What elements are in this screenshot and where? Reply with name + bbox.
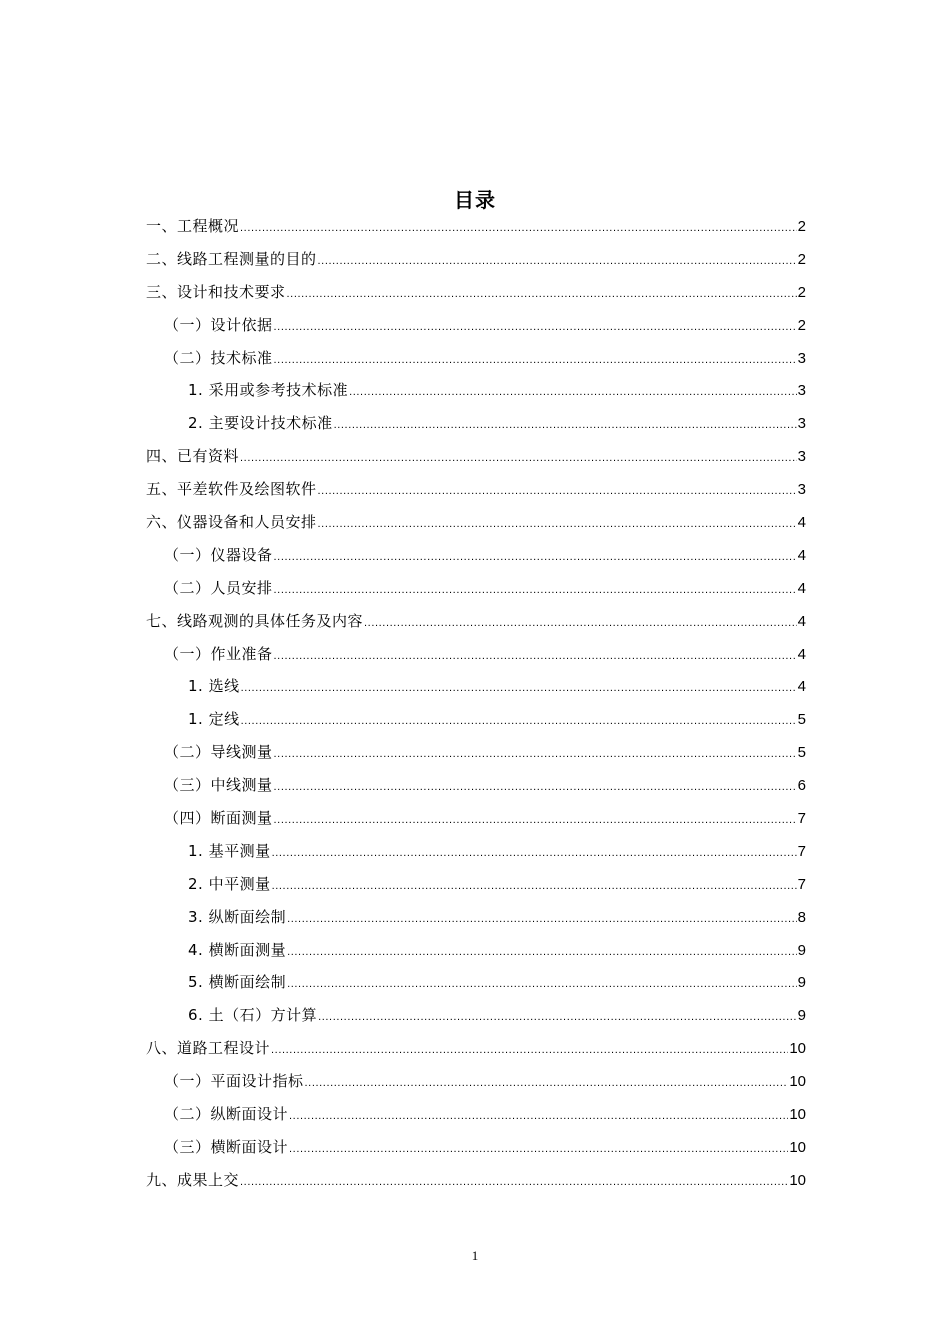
toc-entry[interactable] xyxy=(146,769,806,802)
toc-dot-leader xyxy=(240,1172,788,1192)
toc-entry[interactable] xyxy=(146,670,806,703)
toc-entry-label: （二）纵断面设计 xyxy=(164,1105,289,1124)
toc-dot-leader xyxy=(287,284,797,304)
toc-entry-page-number: 7 xyxy=(797,842,806,860)
toc-entry[interactable] xyxy=(146,276,806,309)
toc-entry-label: 三、设计和技术要求 xyxy=(146,282,286,301)
toc-entry-label: 2. 主要设计技术标准 xyxy=(188,414,333,433)
toc-entry[interactable] xyxy=(146,966,806,999)
toc-entry[interactable] xyxy=(146,506,806,539)
toc-dot-leader xyxy=(334,415,797,435)
toc-entry[interactable] xyxy=(146,210,806,243)
toc-entry-page-number: 4 xyxy=(797,612,806,630)
toc-entry[interactable] xyxy=(146,605,806,638)
toc-entry-label: 5. 横断面绘制 xyxy=(188,973,287,992)
toc-entry[interactable] xyxy=(146,736,806,769)
toc-entry-page-number: 3 xyxy=(797,448,806,466)
toc-entry-label: 4. 横断面测量 xyxy=(188,940,287,959)
toc-dot-leader xyxy=(274,777,797,797)
toc-list xyxy=(146,210,806,1197)
toc-entry-page-number: 2 xyxy=(797,218,806,235)
toc-entry-page-number: 10 xyxy=(789,1138,806,1156)
toc-entry-page-number: 3 xyxy=(797,349,806,367)
toc-dot-leader xyxy=(274,810,797,830)
toc-dot-leader xyxy=(272,876,797,896)
toc-entry-page-number: 7 xyxy=(797,810,806,828)
toc-entry-page-number: 9 xyxy=(797,974,806,992)
toc-entry[interactable] xyxy=(146,901,806,934)
toc-entry-page-number: 9 xyxy=(797,941,806,959)
footer-page-number: 1 xyxy=(471,1248,479,1263)
toc-dot-leader xyxy=(274,744,797,764)
toc-entry-page-number: 5 xyxy=(797,711,806,729)
toc-entry-label: 五、平差软件及绘图软件 xyxy=(146,480,317,499)
toc-entry-page-number: 2 xyxy=(797,250,806,268)
toc-dot-leader xyxy=(241,711,797,731)
toc-entry-page-number: 7 xyxy=(797,875,806,893)
toc-entry-label: 1. 选线 xyxy=(188,677,240,696)
toc-entry[interactable] xyxy=(146,407,806,440)
toc-dot-leader xyxy=(349,382,797,402)
toc-entry-page-number: 6 xyxy=(797,777,806,795)
toc-entry[interactable] xyxy=(146,1098,806,1131)
toc-dot-leader xyxy=(274,350,797,370)
toc-dot-leader xyxy=(318,481,797,501)
toc-dot-leader xyxy=(305,1073,789,1093)
toc-entry-label: 一、工程概况 xyxy=(146,217,240,235)
toc-dot-leader xyxy=(364,613,797,633)
toc-entry[interactable] xyxy=(146,638,806,671)
toc-entry-label: 1. 基平测量 xyxy=(188,841,271,860)
toc-dot-leader xyxy=(271,1040,788,1060)
toc-entry[interactable] xyxy=(146,572,806,605)
toc-dot-leader xyxy=(240,218,797,238)
toc-entry-page-number: 4 xyxy=(797,645,806,663)
toc-entry-page-number: 5 xyxy=(797,744,806,762)
toc-entry-label: （二）人员安排 xyxy=(164,578,273,597)
toc-entry[interactable] xyxy=(146,1131,806,1164)
toc-entry-page-number: 2 xyxy=(797,283,806,301)
toc-dot-leader xyxy=(289,1106,788,1126)
toc-entry[interactable] xyxy=(146,703,806,736)
toc-dot-leader xyxy=(318,514,797,534)
toc-dot-leader xyxy=(318,251,797,271)
toc-entry[interactable] xyxy=(146,342,806,375)
toc-entry-page-number: 3 xyxy=(797,415,806,433)
toc-entry-label: （四）断面测量 xyxy=(164,809,273,828)
toc-entry-label: （一）平面设计指标 xyxy=(164,1072,304,1091)
toc-dot-leader xyxy=(289,1139,788,1159)
toc-entry[interactable] xyxy=(146,1032,806,1065)
toc-entry-label: （三）横断面设计 xyxy=(164,1137,289,1156)
toc-entry-page-number: 4 xyxy=(797,579,806,597)
toc-dot-leader xyxy=(287,974,797,994)
toc-entry-label: （一）设计依据 xyxy=(164,315,273,334)
toc-dot-leader xyxy=(274,547,797,567)
toc-entry-label: 六、仪器设备和人员安排 xyxy=(146,513,317,532)
toc-entry[interactable] xyxy=(146,243,806,276)
toc-entry-page-number: 2 xyxy=(797,316,806,334)
toc-dot-leader xyxy=(287,909,797,929)
toc-entry-page-number: 4 xyxy=(797,514,806,532)
toc-entry-label: 3. 纵断面绘制 xyxy=(188,907,287,926)
toc-entry-label: （一）作业准备 xyxy=(164,644,273,663)
toc-dot-leader xyxy=(240,448,797,468)
toc-entry-page-number: 10 xyxy=(789,1073,806,1091)
toc-entry-label: 1. 定线 xyxy=(188,710,240,729)
toc-entry-page-number: 10 xyxy=(789,1106,806,1124)
toc-entry-page-number: 10 xyxy=(789,1171,806,1189)
toc-dot-leader xyxy=(272,843,797,863)
toc-entry[interactable] xyxy=(146,835,806,868)
toc-entry[interactable] xyxy=(146,802,806,835)
toc-entry-page-number: 9 xyxy=(797,1007,806,1025)
toc-entry-label: （二）导线测量 xyxy=(164,743,273,762)
toc-entry-label: 八、道路工程设计 xyxy=(146,1039,271,1058)
toc-entry-page-number: 8 xyxy=(797,908,806,926)
toc-entry[interactable] xyxy=(146,1065,806,1098)
toc-dot-leader xyxy=(274,317,797,337)
toc-entry-page-number: 3 xyxy=(797,481,806,499)
toc-entry-page-number: 4 xyxy=(797,678,806,696)
toc-entry-label: 七、线路观测的具体任务及内容 xyxy=(146,611,364,630)
toc-entry-label: 九、成果上交 xyxy=(146,1170,240,1189)
toc-dot-leader xyxy=(274,580,797,600)
toc-entry-label: （三）中线测量 xyxy=(164,776,273,795)
toc-dot-leader xyxy=(241,678,797,698)
toc-entry-page-number: 10 xyxy=(789,1040,806,1058)
toc-entry-label: （一）仪器设备 xyxy=(164,545,273,564)
toc-entry[interactable] xyxy=(146,374,806,407)
toc-entry[interactable] xyxy=(146,473,806,506)
toc-entry-label: 二、线路工程测量的目的 xyxy=(146,249,317,268)
toc-entry[interactable] xyxy=(146,868,806,901)
toc-entry[interactable] xyxy=(146,539,806,572)
toc-title: 目录 xyxy=(454,188,496,212)
toc-entry[interactable] xyxy=(146,440,806,473)
toc-entry-page-number: 4 xyxy=(797,546,806,564)
toc-entry[interactable] xyxy=(146,999,806,1032)
toc-entry-label: （二）技术标准 xyxy=(164,348,273,367)
toc-entry[interactable] xyxy=(146,309,806,342)
toc-entry-label: 1. 采用或参考技术标准 xyxy=(188,381,349,400)
toc-entry[interactable] xyxy=(146,934,806,967)
toc-entry-label: 四、已有资料 xyxy=(146,447,240,466)
toc-entry[interactable] xyxy=(146,1164,806,1197)
toc-dot-leader xyxy=(274,646,797,666)
toc-dot-leader xyxy=(287,942,797,962)
toc-dot-leader xyxy=(318,1007,797,1027)
toc-entry-label: 2. 中平测量 xyxy=(188,874,271,893)
toc-entry-label: 6. 土（石）方计算 xyxy=(188,1006,318,1025)
toc-entry-page-number: 3 xyxy=(797,382,806,400)
